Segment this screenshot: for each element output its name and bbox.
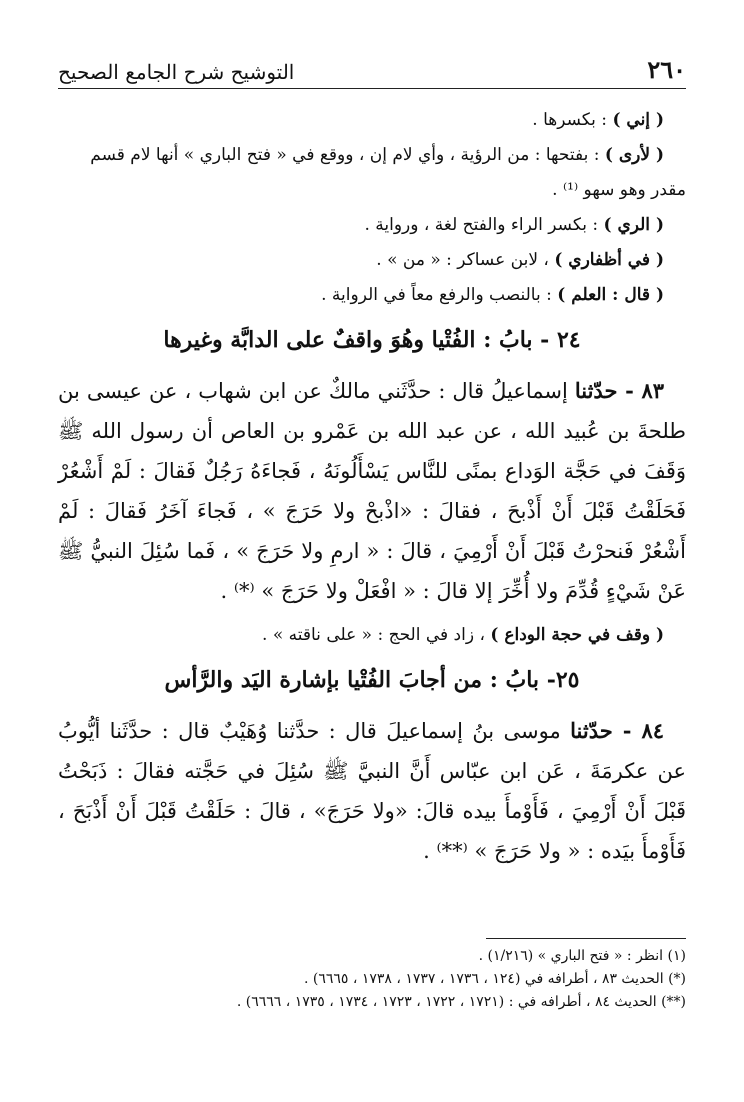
note-line	[58, 208, 686, 243]
note-term: ( قال : العلم )	[557, 285, 664, 305]
footnote-divider	[486, 938, 686, 939]
chapter-heading-25: ٢٥- بابُ : من أجابَ الفُتْيا بإشارة اليَد والرَّأس	[164, 667, 580, 693]
note-term: ( لأرى )	[604, 145, 664, 165]
note-text: : بالنصب والرفع معاً في الرواية .	[321, 285, 558, 305]
note-term: ( الري )	[603, 215, 664, 235]
footnote: (**) الحديث ٨٤ ، أطرافه في : (١٧٢١ ، ١٧٢٢ ، ١٧٢٣ ، ١٧٣٤ ، ١٧٣٥ ، ٦٦٦٦) .	[236, 994, 686, 1010]
note-text: : بكسر الراء والفتح لغة ، ورواية .	[364, 215, 604, 235]
note-text: ، لابن عساكر : « من » .	[376, 250, 555, 270]
note-term: ( في أظفاري )	[554, 250, 664, 270]
note-term: ( إني )	[612, 110, 664, 130]
footnote: (*) الحديث ٨٣ ، أطرافه في (١٢٤ ، ١٧٣٦ ، ١٧٣٧ ، ١٧٣٨ ، ٦٦٦٥) .	[304, 971, 686, 987]
note-text: : بكسرها .	[532, 110, 613, 130]
hadith-number: ٨٣ - حدّثنا	[574, 378, 664, 403]
footnote: (١) انظر : « فتح الباري » (١/٢١٦) .	[478, 948, 686, 964]
book-title: التوشيح شرح الجامع الصحيح	[58, 60, 295, 84]
note-line	[58, 103, 686, 138]
note-line	[58, 243, 686, 278]
note-line	[58, 278, 686, 313]
page-content	[58, 103, 686, 871]
hadith-number: ٨٤ - حدّثنا	[570, 718, 664, 743]
note-term: ( وقف في حجة الوداع )	[490, 625, 664, 645]
note-line	[58, 617, 686, 653]
page-header	[58, 54, 686, 89]
hadith-text: إسماعيلُ قال : حدَّثَني مالكٌ عن ابن شهاب ، عن عيسى بن طلحةَ بن عُبيد الله ، عن عبد الله بن عَمْرو بن العاص أن رسول الله ﷺ وَقَفَ في حَجَّة الوَداع بمنًى للنَّاس يَسْأَلُونَهُ ، فَجاءَهُ رَجُلٌ فَقالَ : لَمْ أَشْعُرْ فَحَلَقْتُ قَبْلَ أَنْ أَذْبحَ ، فقالَ : «اذْبحْ ولا حَرَجَ » ، فَجاءَ آخَرُ فَقالَ : لَمْ أَشْعُرْ فَنحرْتُ قَبْلَ أَنْ أَرْمِيَ ، قالَ : « ارمِ ولا حَرَجَ » ، فَما سُئِلَ النبيُّ ﷺ عَنْ شَيْءٍ قُدِّمَ ولا أُخِّرَ إلا قالَ : « افْعَلْ ولا حَرَجَ » ⁽*⁾ .	[58, 379, 686, 603]
page-number: ٢٦٠	[647, 55, 686, 84]
chapter-heading-24: ٢٤ - بابُ : الفُتْيا وهُوَ واقفٌ على الدابَّة وغيرها	[163, 327, 581, 353]
note-text: ، زاد في الحج : « على ناقته » .	[262, 625, 491, 645]
hadith-text: موسى بنُ إسماعيلَ قال : حدَّثنا وُهَيْبٌ قال : حدَّثَنا أيُّوبُ عن عكرمَةَ ، عَن ابن عبّاس أَنَّ النبيَّ ﷺ سُئِلَ في حَجَّته فقالَ : ذَبَحْتُ قَبْلَ أَنْ أَرْمِيَ ، فَأَوْمأَ بيده قالَ: «ولا حَرَجَ» ، قالَ : حَلَقْتُ قَبْلَ أَنْ أَذْبَحَ ، فَأَوْمأَ بيَده : « ولا حَرَجَ » ⁽**⁾ .	[58, 719, 686, 863]
note-text: : بفتحها : من الرؤية ، وأي لام إن ، ووقع في « فتح الباري » أنها لام قسم مقدر وهو سهو ⁽¹⁾ .	[90, 145, 686, 200]
footnotes	[58, 938, 686, 1014]
hadith-84	[58, 711, 686, 871]
hadith-83	[58, 371, 686, 611]
note-line	[58, 138, 686, 208]
page	[58, 54, 686, 871]
